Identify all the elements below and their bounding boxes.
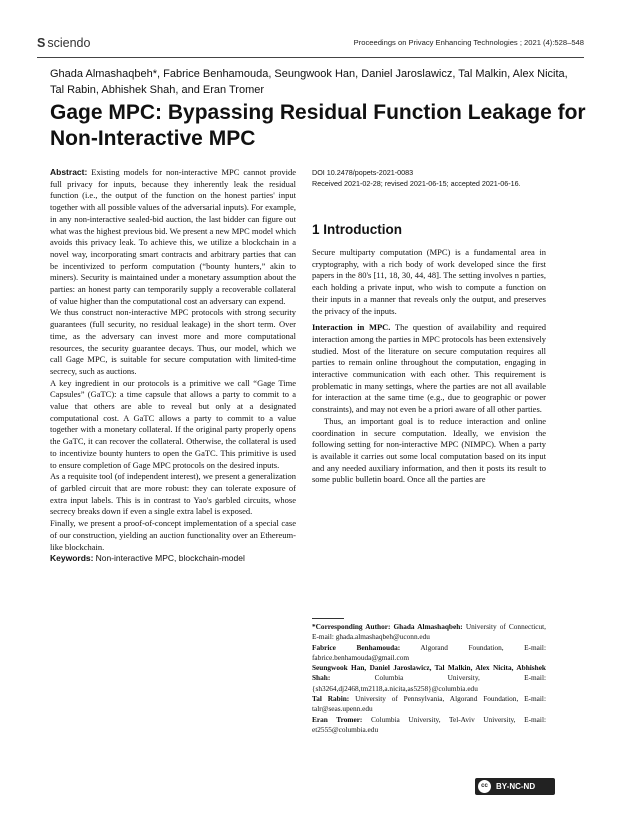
author-footnotes (312, 622, 546, 735)
keywords-label: Keywords: (50, 553, 94, 564)
footnote-affiliation: Columbia University, E-mail: {sh3264,dj2468,tm2118,a.nicita,as5258}@columbia.edu (312, 673, 547, 693)
creative-commons-icon: cc (478, 780, 491, 793)
abstract-paragraph-1 (50, 167, 296, 307)
footnote-affiliation: University of Pennsylvania, Algorand Foundation, E-mail: talr@seas.upenn.edu (312, 694, 546, 714)
footnote-item (312, 643, 546, 664)
abstract-column (50, 167, 296, 565)
footnote-item (312, 663, 546, 694)
footnote-author: Fabrice Benhamouda: (312, 642, 401, 652)
footnote-affiliation: University of Connecticut, E-mail: ghada.almashaqbeh@uconn.edu (312, 622, 546, 642)
doi: DOI 10.2478/popets-2021-0083 (312, 168, 414, 177)
footnote-author: *Corresponding Author: Ghada Almashaqbeh: (312, 622, 463, 631)
footnote-author: Eran Tromer: (312, 714, 363, 724)
author-list: Ghada Almashaqbeh*, Fabrice Benhamouda, Seungwook Han, Daniel Jaroslawicz, Tal Malkin, Alex Nicita, Tal Rabin, Abhishek Shah, and Eran Tromer (50, 68, 568, 96)
footnote-rule (312, 618, 344, 619)
footnote-item (312, 622, 546, 643)
keywords (50, 553, 296, 565)
abstract-paragraph-4: As a requisite tool (of independent interest), we present a generalization of garbled circuit that are more robust: they can tolerate exposure of extra input labels. This is in contrast to Yao's garbled circuits, whose secrecy breaks down if even a single extra label is exposed. (50, 471, 296, 517)
license-badge[interactable] (475, 778, 555, 795)
footnote-affiliation: Columbia University, Tel-Aviv University, E-mail: et2555@columbia.edu (312, 714, 547, 734)
publisher-name: sciendo (47, 36, 91, 50)
publisher-logo (37, 36, 90, 50)
abstract-paragraph-3: A key ingredient in our protocols is a primitive we call “Gage Time Capsules” (GaTC): a time capsule that allows a party to commit to a value that others are able to reveal but only at a designated computational cost. A GaTC allows a party to commit to a value together with a monetary collateral. If the original party properly opens the GaTC, it can recover the collateral. Otherwise, the collateral is used to incentivize bounty hunters to open the GaTC. This primitive is used to ensure completion of Gage MPC protocols on the desired inputs. (50, 377, 296, 470)
keywords-text: Non-interactive MPC, blockchain-model (95, 553, 245, 564)
intro-column (312, 222, 546, 486)
section-heading-introduction: 1 Introduction (312, 222, 402, 237)
abstract-paragraph-5: Finally, we present a proof-of-concept implementation of a special case of our construction, yielding an auction functionality over an Ethereum-like blockchain. (50, 518, 296, 552)
footnote-item (312, 694, 546, 715)
footnote-affiliation: Algorand Foundation, E-mail: fabrice.benhamouda@gmail.com (312, 642, 546, 662)
abstract-label: Abstract: (50, 167, 88, 177)
intro-paragraph-2 (312, 322, 546, 416)
footnote-author: Tal Rabin: (312, 694, 350, 704)
article-metadata (312, 167, 572, 189)
page-header (37, 36, 584, 52)
footnote-item (312, 715, 546, 736)
abstract-paragraph-2: We thus construct non-interactive MPC protocols with strong security guarantees (full security, no residual leakage) in the short term. Over time, as the adversary can invest more and more computational resources, the security guarantee decays. Thus, our model, which we call Gage MPC, is suitable for secure computation with limited-time secrecy, such as auctions. (50, 307, 296, 376)
intro-paragraph-1: Secure multiparty computation (MPC) is a fundamental area in cryptography, with a rich body of work developed since the first papers in the 80's [11, 18, 30, 44, 48]. The setting involves n parties, each holding a private input, who wish to compute a function on their inputs in a manner that reveals only the output, and preserves the privacy of the inputs. (312, 247, 546, 316)
intro-paragraph-3: Thus, an important goal is to reduce interaction and online coordination in secure computation. Ideally, we envision the following setting for non-interactive MPC (NIMPC). When a party is available it carries out some local computation based on its input and any needed auxiliary information, and then it posts its result to some public bulletin board. Once all the parties are (312, 415, 546, 485)
paper-title: Gage MPC: Bypassing Residual Function Leakage for Non-Interactive MPC (50, 101, 586, 150)
intro-text-2: The question of availability and required interaction among the parties in MPC protocols has been extensively studied. Most of the literature on secure computation requires all parties to remain online throughout the computation, engaging in interactive communication with each other. This requirement is problematic in many settings, where the parties are not all available for interaction at the same time (e.g., due to geographic or power constraints), and may not even be a priori aware of all other parties. (312, 322, 546, 415)
header-rule (37, 57, 584, 58)
journal-reference: Proceedings on Privacy Enhancing Technologies ; 2021 (4):528–548 (353, 38, 584, 47)
received-dates: Received 2021-02-28; revised 2021-06-15; accepted 2021-06-16. (312, 179, 521, 188)
sciendo-logo-icon: S (37, 36, 46, 50)
abstract-text-1: Existing models for non-interactive MPC cannot provide full privacy for inputs, because they inherently leak the residual function (i.e., the output of the function on the honest parties' input together with all possible values of the adversarial inputs). For example, in any non-interactive sealed-bid auction, the last bidder can figure out what was the highest previous bid. We present a new MPC model which avoids this privacy leak. To achieve this, we utilize a blockchain in a novel way, incorporating smart contracts and arbitrary parties that can be incentivized to perform computation (“bounty hunters,” akin to miners). Security is maintained under a monetary assumption about the parties: an honest party can temporarily supply a recoverable collateral of value higher than the computational cost an adversary can expend. (50, 167, 297, 306)
license-text: BY-NC-ND (496, 782, 536, 791)
footnote-author: Seungwook Han, Daniel Jaroslawicz, Tal Malkin, Alex Nicita, Abhishek Shah: (312, 663, 546, 683)
runin-heading: Interaction in MPC. (312, 322, 391, 333)
